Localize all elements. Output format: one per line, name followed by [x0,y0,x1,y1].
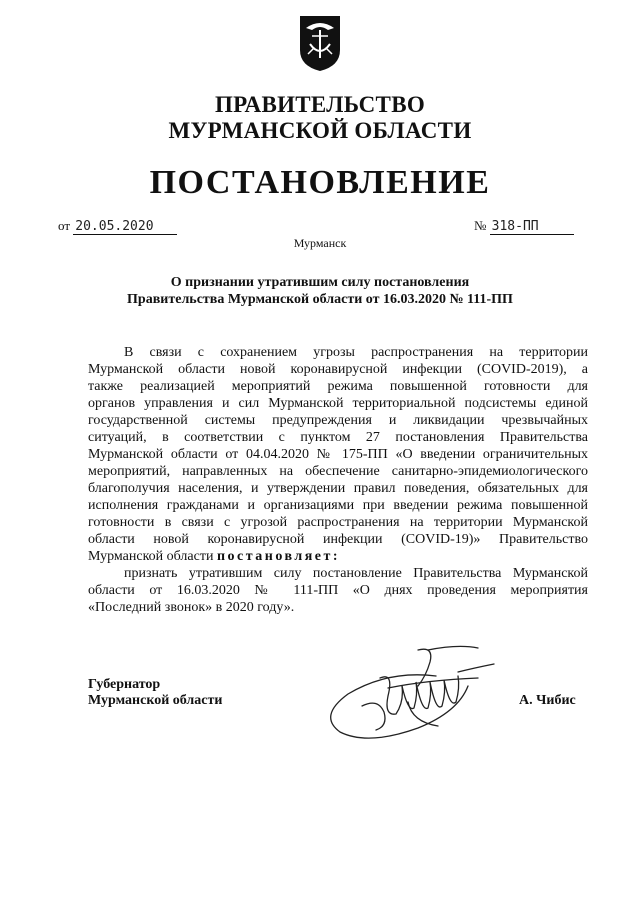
document-number [474,218,574,235]
body-line: благополучия населения, и утверждении правил поведения, обязательных для [88,481,588,496]
body-line: признать утратившим силу постановление Правительства Мурманской [124,566,588,581]
document-date [58,218,177,235]
body-line: органов управления и сил Мурманской территориальной подсистемы единой [88,396,588,411]
resolution-verb: постановляет [216,549,333,564]
body-line: области от 16.03.2020 № 111-ПП «О днях проведения мероприятия [88,583,588,598]
body-text: Мурманской области [88,549,214,564]
body-line: исполнения гражданами и организациями при введении режима повышенной [88,498,588,513]
body-line: В связи с сохранением угрозы распространения на территории [124,345,588,360]
subject-line2: Правительства Мурманской области от 16.03.2020 № 111-ПП [127,292,513,307]
signer-title-line1: Губернатор [88,677,161,692]
body-line: области новой коронавирусной инфекции (COVID-19)» Правительство [88,532,588,547]
date-value: 20.05.2020 [73,219,177,235]
city: Мурманск [293,236,347,250]
document-type-title: ПОСТАНОВЛЕНИЕ [149,164,491,201]
number-value: 318-ПП [490,219,574,235]
body-line: мероприятий, направленных на обеспечение санитарно-эпидемиологического [88,464,588,479]
body-line: государственной системы предупреждения и ликвидации чрезвычайных [88,413,588,428]
date-prefix: от [58,218,71,233]
body-line: также реализацией мероприятий режима повышенной готовности для [88,379,588,394]
resolution-colon: : [332,549,341,564]
signer-title-line2: Мурманской области [88,693,223,708]
coat-of-arms-icon [298,14,342,72]
signer-name: А. Чибис [519,693,576,708]
body-line: готовности в связи с угрозой распространения на территории Мурманской [88,515,588,530]
subject-line1: О признании утратившим силу постановления [170,275,470,290]
number-prefix: № [474,218,487,233]
body-line-resolution [88,548,588,565]
body-line: Мурманской области новой коронавирусной инфекции (COVID-2019), а [88,362,588,377]
body-line: Мурманской области от 04.04.2020 № 175-ПП «О введении ограничительных [88,447,588,462]
government-title-line1: ПРАВИТЕЛЬСТВО [214,92,426,117]
handwritten-signature-icon [318,642,508,750]
body-line: «Последний звонок» в 2020 году». [88,600,295,615]
body-line: ситуаций, в соответствии с пунктом 27 постановления Правительства [88,430,588,445]
government-title-line2: МУРМАНСКОЙ ОБЛАСТИ [168,118,472,143]
